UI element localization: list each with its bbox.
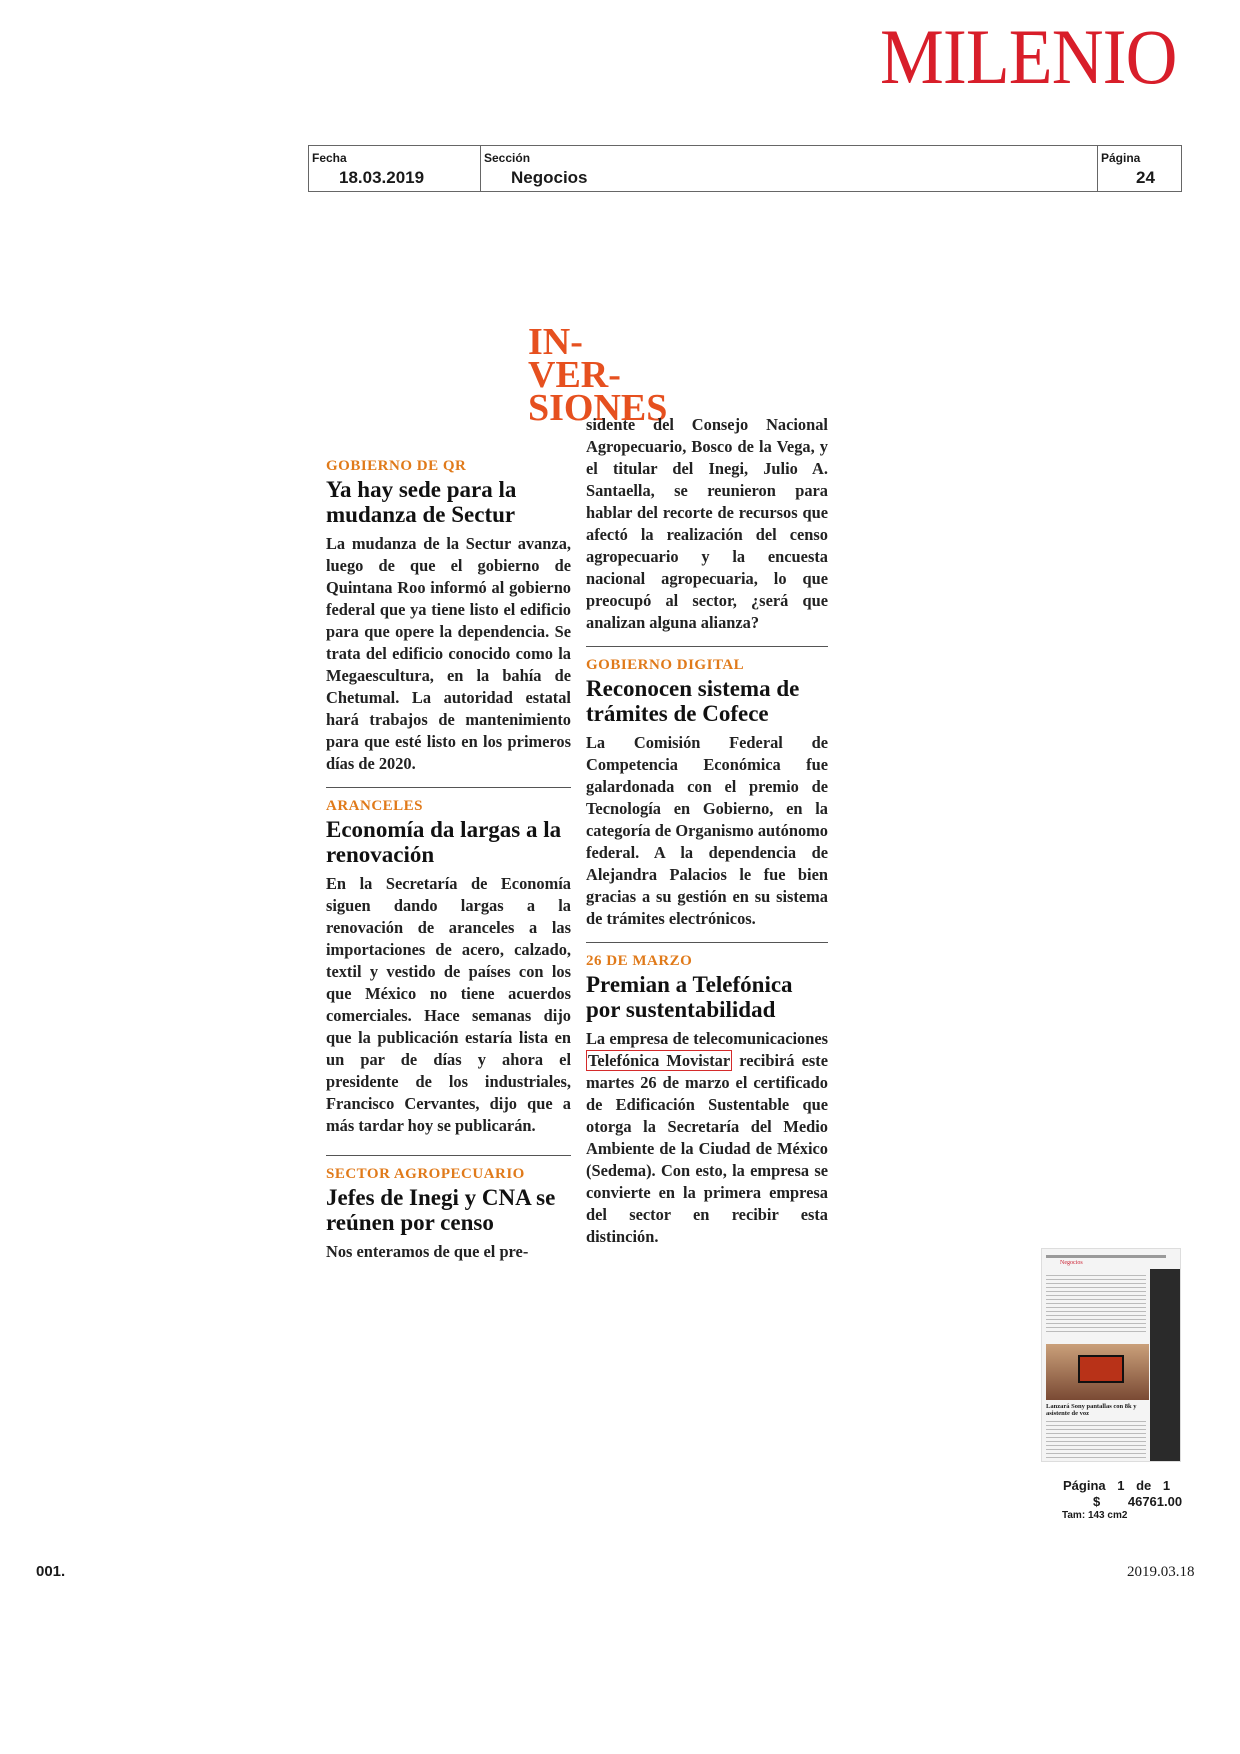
article-gobierno-digital <box>586 657 828 930</box>
article-body: Nos enteramos de que el pre- <box>326 1242 529 1261</box>
article-headline: Economía da largas a la renovación <box>326 817 562 867</box>
article-headline: Premian a Telefónica por sustentabilidad <box>586 972 793 1022</box>
thumb-header-rule <box>1046 1255 1166 1258</box>
cost-line <box>1093 1494 1193 1509</box>
divider <box>586 646 828 647</box>
clipping-meta-table <box>308 145 1182 192</box>
left-column <box>326 458 571 1263</box>
article-gobierno-qr <box>326 458 571 775</box>
pagina-value: 24 <box>1136 168 1155 187</box>
article-kicker: GOBIERNO DIGITAL <box>586 657 745 673</box>
thumb-headline: Lanzará Sony pantallas con 8k y asistente de voz <box>1046 1403 1137 1417</box>
column-title-line: IN- <box>528 321 583 363</box>
newspaper-clipping <box>318 321 838 1361</box>
seccion-cell <box>481 146 1098 191</box>
article-kicker: GOBIERNO DE QR <box>326 458 467 474</box>
article-body <box>586 1028 828 1248</box>
currency-symbol: $ <box>1093 1494 1101 1509</box>
divider <box>326 787 571 788</box>
seccion-value: Negocios <box>511 168 588 187</box>
page-thumbnail <box>1041 1248 1181 1462</box>
thumb-tv-image <box>1078 1355 1124 1383</box>
article-headline: Ya hay sede para la mudanza de Sectur <box>326 477 517 527</box>
pagina-label: Página <box>1101 151 1141 165</box>
milenio-logo: MILENIO <box>880 13 1177 100</box>
article-kicker: 26 DE MARZO <box>586 953 693 969</box>
article-kicker: ARANCELES <box>326 798 424 814</box>
thumb-dark-sidebar <box>1150 1269 1180 1461</box>
fecha-value: 18.03.2019 <box>339 168 425 187</box>
column-title-line: SIONES <box>528 387 668 429</box>
article-headline: Reconocen sistema de trámites de Cofece <box>586 676 800 726</box>
clip-number: 001. <box>36 1563 66 1580</box>
page-label: Página <box>1063 1478 1106 1493</box>
divider <box>586 942 828 943</box>
thumb-text-block <box>1046 1421 1146 1459</box>
article-sector-agropecuario <box>326 1166 571 1263</box>
article-kicker: SECTOR AGROPECUARIO <box>326 1166 525 1182</box>
cost-amount: 46761.00 <box>1127 1494 1183 1509</box>
page-count <box>1063 1478 1183 1493</box>
thumb-section-label: Negocios <box>1060 1260 1083 1266</box>
highlighted-company-name: Telefónica Movistar <box>588 1051 731 1070</box>
seccion-label: Sección <box>484 151 531 165</box>
thumb-text-block <box>1046 1275 1146 1335</box>
article-26-de-marzo <box>586 953 828 1248</box>
divider <box>326 1155 571 1156</box>
fecha-label: Fecha <box>312 151 347 165</box>
column-title <box>528 321 668 429</box>
size-label: Tam: <box>1062 1510 1086 1521</box>
page-de-label: de <box>1136 1478 1152 1493</box>
column-title-line: VER- <box>528 354 621 396</box>
pagina-cell <box>1098 146 1181 191</box>
article-body: La Comisión Federal de Competencia Económica fue galardonada con el premio de Tecnología en Gobierno, en la categoría de Organismo autónomo federal. A la dependencia de Alejandra Palacios le fue bien gracias a su gestión en su sistema de trámites electrónicos. <box>586 733 828 928</box>
size-line <box>1062 1510 1172 1521</box>
body-text: La empresa de telecomunicaciones <box>586 1029 828 1048</box>
fecha-cell <box>309 146 481 191</box>
size-value: 143 cm2 <box>1087 1510 1128 1521</box>
right-column <box>586 414 828 1248</box>
body-text: recibirá este martes 26 de marzo el certificado de Edificación Sustentable que otorga la Secretaría del Medio Ambiente de la Ciudad de México (Sedema). Con esto, la empresa se convierte en la primera empresa del sector en recibir esta distinción. <box>586 1051 828 1246</box>
clip-date: 2019.03.18 <box>1127 1564 1195 1580</box>
article-headline: Jefes de Inegi y CNA se reúnen por censo <box>326 1185 556 1235</box>
page-total: 1 <box>1162 1478 1171 1493</box>
article-body: En la Secretaría de Economía siguen dando largas a la renovación de aranceles a las importaciones de acero, calzado, textil y vestido de países con los que México no tiene acuerdos comerciales. Hace semanas dijo que la publicación estaría lista en un par de días y ahora el presidente de los industriales, Francisco Cervantes, dijo que a más tardar hoy se publicarán. <box>326 874 571 1135</box>
article-aranceles <box>326 798 571 1137</box>
page-current: 1 <box>1117 1478 1125 1493</box>
article-body-continued: sidente del Consejo Nacional Agropecuario, Bosco de la Vega, y el titular del Inegi, Julio A. Santaella, se reunieron para hablar del recorte de recursos que afectó la realización del censo agropecuario y la encuesta nacional agropecuaria, lo que preocupó al sector, ¿será que analizan alguna alianza? <box>586 415 828 632</box>
article-body: La mudanza de la Sectur avanza, luego de que el gobierno de Quintana Roo informó al gobierno federal que ya tiene listo el edificio para que opere la dependencia. Se trata del edificio conocido como la Megaescultura, en la bahía de Chetumal. La autoridad estatal hará trabajos de mantenimiento para que esté listo en los primeros días de 2020. <box>326 534 571 773</box>
